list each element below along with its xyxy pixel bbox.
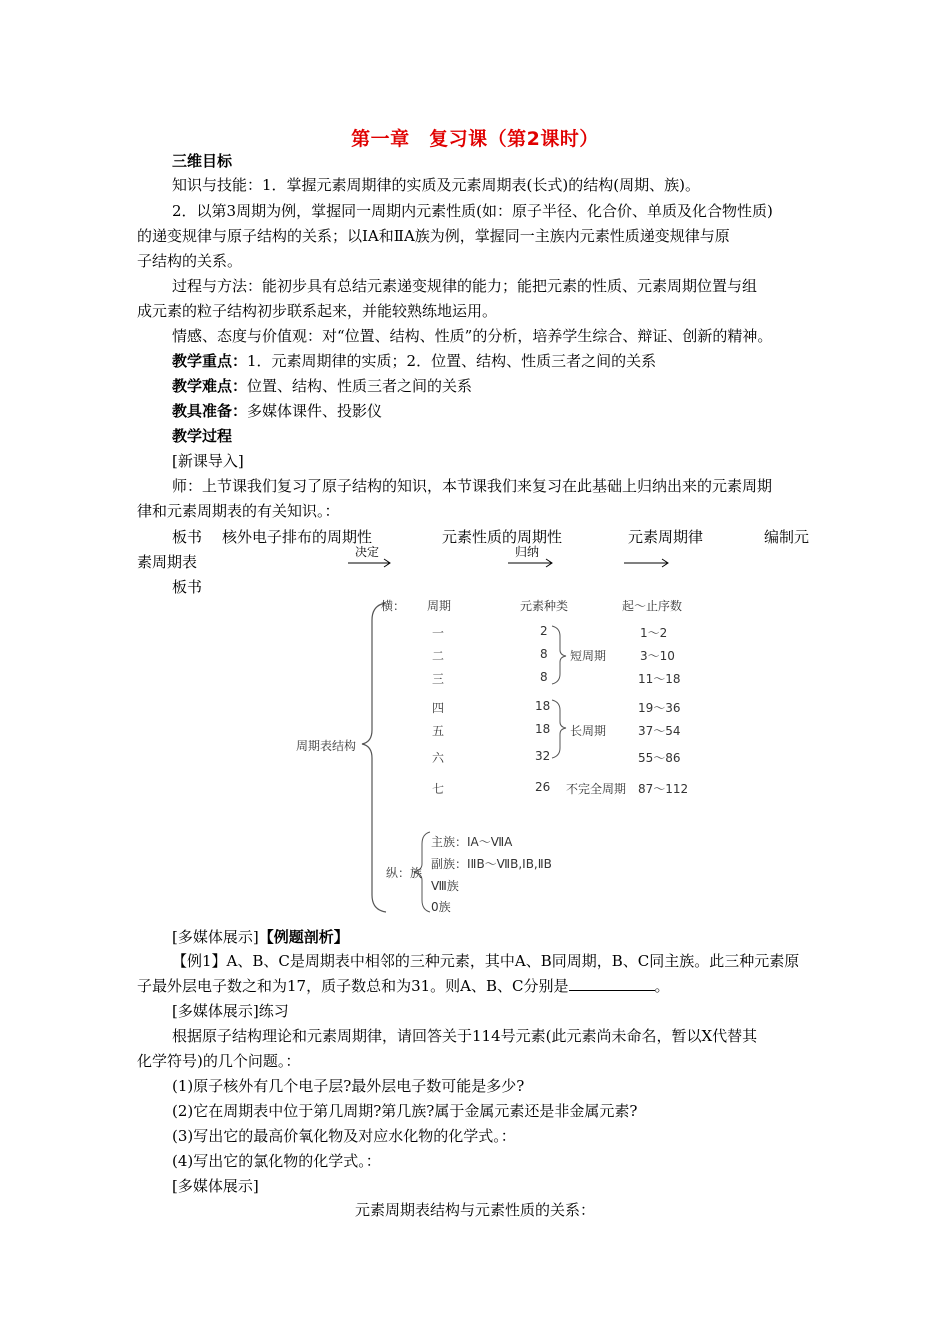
short-period-label: 短周期 [570,649,607,663]
media-show-2: [多媒体展示]练习 [172,1002,289,1020]
arrow-label-induce: 归纳 [515,545,540,559]
answer-blank[interactable] [569,976,655,991]
period-name: 二 [432,649,445,663]
period-name: 五 [432,724,445,738]
knowledge-line-1: 知识与技能：1．掌握元素周期律的实质及元素周期表(长式)的结构(周期、族)。 [172,176,700,194]
period-kinds: 18 [535,699,551,713]
group-zero: 0族 [431,900,451,914]
period-kinds: 26 [535,780,551,794]
example-text: 子最外层电子数之和为17，质子数总和为31。则A、B、C分别是 [137,977,569,995]
arrow-decide [348,559,390,567]
board-label-1: 板书 [172,528,203,546]
long-period-brace [552,700,566,758]
diagram-horizontal-label: 横： [381,599,406,613]
short-period-brace [552,626,566,684]
relation-heading: 元素周期表结构与元素性质的关系： [354,1201,595,1219]
board-item-4a: 编制元 [764,528,810,546]
question-1: (1)原子核外有几个电子层?最外层电子数可能是多少? [172,1077,525,1095]
objectives-heading: 三维目标 [172,152,233,170]
arrow-periodic-law [624,559,668,567]
diagram-col-period: 周期 [427,599,452,613]
key-label: 教学重点： [172,352,248,370]
period-range: 3～10 [640,649,675,663]
media-show-1 [172,926,349,948]
teacher-line-a: 师：上节课我们复习了原子结构的知识，本节课我们来复习在此基础上归纳出来的元素周期 [172,477,773,495]
period-kinds: 8 [540,647,548,661]
arrow-induce [508,559,552,567]
period-name: 三 [432,672,445,686]
group-main: 主族：ⅠA～ⅦA [431,835,513,849]
board-item-1: 核外电子排布的周期性 [222,528,373,546]
period-range: 11～18 [638,672,681,686]
difficulty-text: 位置、结构、性质三者之间的关系 [247,377,473,395]
practice-line-b: 化学符号)的几个问题。： [137,1052,301,1070]
practice-line-a: 根据原子结构理论和元素周期律，请回答关于114号元素(此元素尚未命名，暂以X代替其 [172,1027,758,1045]
teacher-line-b: 律和元素周期表的有关知识。： [137,502,340,520]
tools-label: 教具准备： [172,402,248,420]
period-name: 七 [432,782,445,796]
period-kinds: 32 [535,749,551,763]
process-line-a: 过程与方法：能初步具有总结元素递变规律的能力；能把元素的性质、元素周期位置与组 [172,277,758,295]
media-label: [多媒体展示] [172,928,259,946]
diagram-vertical-label: 纵：族 [386,866,423,880]
board-item-3: 元素周期律 [628,528,704,546]
period-name: 一 [432,626,445,640]
long-period-label: 长周期 [570,724,607,738]
period-kinds: 2 [540,624,548,638]
knowledge-line-2b: 的递变规律与原子结构的关系；以ⅠA和ⅡA族为例，掌握同一主族内元素性质递变规律与原 [137,227,730,245]
question-4: (4)写出它的氯化物的化学式。： [172,1152,381,1170]
knowledge-line-2c: 子结构的关系。 [137,252,243,270]
period-range: 55～86 [638,751,681,765]
tools-text: 多媒体课件、投影仪 [247,402,383,420]
board-label-2: 板书 [172,578,203,596]
difficulty-label: 教学难点： [172,377,248,395]
knowledge-line-2a: 2．以第3周期为例，掌握同一周期内元素性质(如：原子半径、化合价、单质及化合物性质) [172,202,773,220]
media-show-3: [多媒体展示] [172,1177,259,1195]
period-kinds: 18 [535,722,551,736]
example-analysis-label: 【例题剖析】 [258,928,349,946]
period-range: 37～54 [638,724,681,738]
period-range: 19～36 [638,701,681,715]
emotion-line: 情感、态度与价值观：对“位置、结构、性质”的分析，培养学生综合、辩证、创新的精神。 [172,327,773,345]
board-item-4b: 素周期表 [137,553,198,571]
group-sub: 副族：ⅠⅡB～ⅦB,ⅠB,ⅡB [431,857,552,871]
period-name: 四 [432,701,445,715]
key-text: 1．元素周期律的实质；2．位置、结构、性质三者之间的关系 [247,352,657,370]
group-eight: Ⅷ族 [431,879,459,893]
board-item-2: 元素性质的周期性 [442,528,563,546]
question-2: (2)它在周期表中位于第几周期?第几族?属于金属元素还是非金属元素? [172,1102,638,1120]
main-brace [362,603,386,912]
diagram-col-kinds: 元素种类 [520,599,569,613]
example-end: 。 [654,977,670,995]
page-title: 第一章 复习课（第2课时） [351,128,599,150]
period-kinds: 8 [540,670,548,684]
incomplete-period-label: 不完全周期 [566,782,627,796]
period-name: 六 [432,751,445,765]
period-range: 1～2 [640,626,668,640]
process-line-b: 成元素的粒子结构初步联系起来，并能较熟练地运用。 [137,302,498,320]
diagram-col-range: 起～止序数 [622,599,683,613]
diagram-root-label: 周期表结构 [296,739,357,753]
period-range: 87～112 [638,782,689,796]
question-3: (3)写出它的最高价氧化物及对应水化物的化学式。： [172,1127,516,1145]
process-heading: 教学过程 [172,427,233,445]
example-line-b [137,975,670,997]
arrow-label-decide: 决定 [355,545,380,559]
new-lesson-label: [新课导入] [172,452,244,470]
example-line-a: 【例1】A、B、C是周期表中相邻的三种元素，其中A、B同周期，B、C同主族。此三种元素原 [172,952,800,970]
